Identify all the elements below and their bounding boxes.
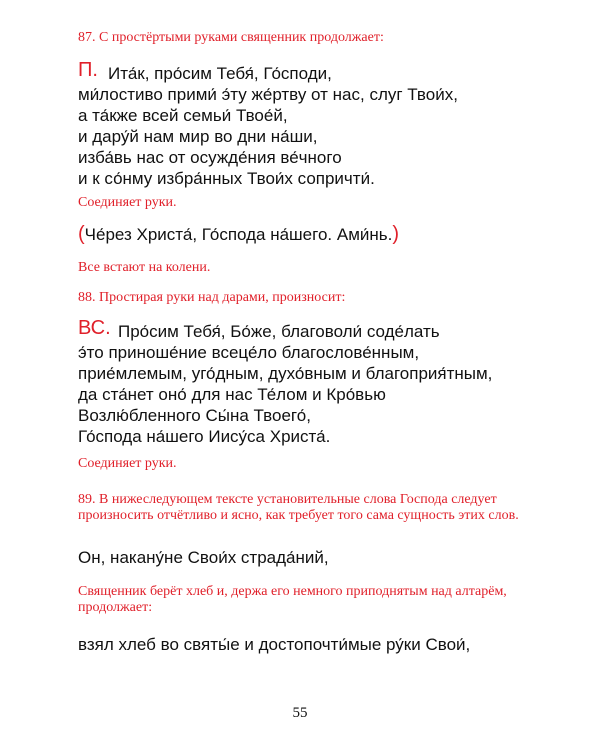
conclusion-text: Че́рез Христа́, Го́спода на́шего. Ами́нь. <box>84 225 393 244</box>
prayer-88-line: Го́спода на́шего Иису́са Христа́. <box>78 427 331 446</box>
prayer-87-line: изба́вь нас от осужде́ния ве́чного <box>78 148 342 167</box>
prayer-87-line: ми́лостиво прими́ э́ту же́ртву от нас, слуг Твои́х, <box>78 85 458 104</box>
prayer-87-line: и дару́й нам мир во дни на́ши, <box>78 127 318 146</box>
prayer-88-line: Возлю́бленного Сы́на Твоего́, <box>78 406 311 425</box>
close-paren: ) <box>392 223 400 245</box>
speaker-priest: П. <box>78 59 98 81</box>
prayer-88 <box>78 321 492 447</box>
rubric-join-hands-2: Соединяет руки. <box>78 456 177 471</box>
words-of-institution-2: взял хлеб во святы́е и достопочти́мые ру́ки Свои́, <box>78 635 471 654</box>
prayer-87-line: и к со́нму избра́нных Твои́х сопричти́. <box>78 169 375 188</box>
speaker-all-priests: ВС. <box>78 317 111 339</box>
prayer-87-line: Ита́к, про́сим Тебя́, Го́споди, <box>108 64 332 83</box>
page-number: 55 <box>292 705 308 721</box>
rubric-kneel: Все встают на колени. <box>78 260 211 275</box>
prayer-88-line: да ста́нет оно́ для нас Те́лом и Кро́вью <box>78 385 386 404</box>
prayer-88-line: э́то приноше́ние всеце́ло благослове́нным, <box>78 343 420 362</box>
rubric-bread: Священник берёт хлеб и, держа его немного приподнятым над алтарём, продолжает: <box>78 584 507 615</box>
words-of-institution-1: Он, накану́не Свои́х страда́ний, <box>78 548 329 567</box>
rubric-87: 87. С простёртыми руками священник продолжает: <box>78 30 384 45</box>
open-paren: ( <box>78 223 85 245</box>
rubric-88: 88. Простирая руки над дарами, произносит: <box>78 290 346 305</box>
rubric-join-hands-1: Соединяет руки. <box>78 195 177 210</box>
prayer-88-line: прие́млемым, уго́дным, духо́вным и благоприя́тным, <box>78 364 493 383</box>
prayer-88-line: Про́сим Тебя́, Бо́же, благоволи́ соде́лать <box>118 322 440 341</box>
prayer-87 <box>78 63 458 189</box>
conclusion <box>78 224 399 245</box>
prayer-87-line: а та́кже всей семьи́ Твое́й, <box>78 106 288 125</box>
rubric-89: 89. В нижеследующем тексте установительные слова Господа следует произносить отчётливо и ясно, как требует того сама сущность этих слов. <box>78 492 519 523</box>
